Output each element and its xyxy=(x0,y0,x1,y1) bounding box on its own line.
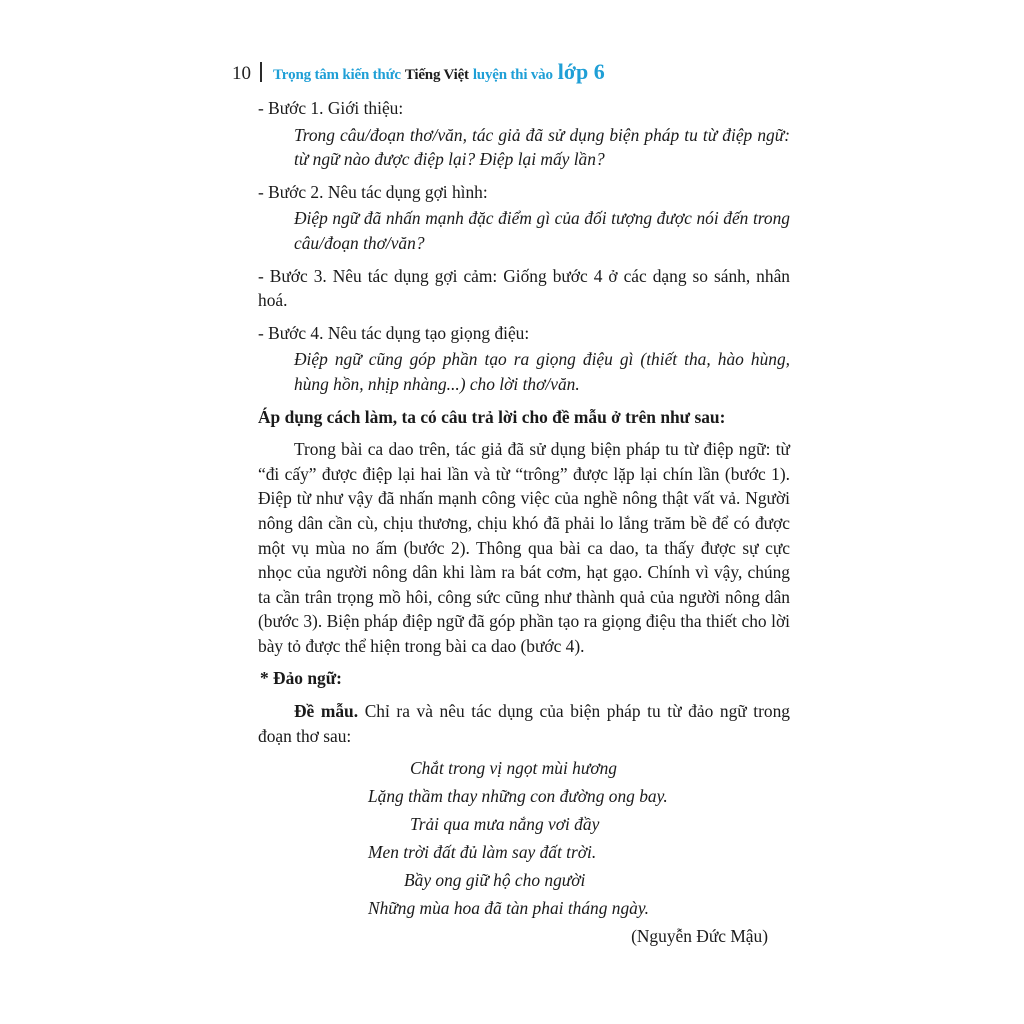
header-title-part4: lớp 6 xyxy=(557,59,605,84)
step1-label: - Bước 1. Giới thiệu: xyxy=(258,98,404,118)
header-title-part2: Tiếng Việt xyxy=(404,67,469,83)
header-title-part3: luyện thi vào xyxy=(472,67,553,83)
step2-label: - Bước 2. Nêu tác dụng gợi hình: xyxy=(258,181,488,202)
page-content xyxy=(258,96,790,949)
poem-line: Chắt trong vị ngọt mùi hương xyxy=(410,758,618,779)
poem-line: Men trời đất đủ làm say đất trời. xyxy=(368,842,597,863)
exercise-label: Đề mẫu. xyxy=(294,701,359,722)
exercise-text: Chỉ ra và nêu tác dụng của biện pháp tu từ đảo ngữ trong đoạn thơ sau: xyxy=(258,701,790,746)
step4-label: - Bước 4. Nêu tác dụng tạo giọng điệu: xyxy=(258,322,530,343)
poem-line: Lặng thầm thay những con đường ong bay. xyxy=(368,786,668,807)
step4-text: Điệp ngữ cũng góp phần tạo ra giọng điệu gì (thiết tha, hào hùng, hùng hồn, nhịp nhàng...) cho lời thơ/văn. xyxy=(294,349,790,394)
page-header xyxy=(232,59,605,85)
exercise xyxy=(258,699,790,748)
poem-line: Trải qua mưa nắng vơi đầy xyxy=(410,814,600,835)
step1-text: Trong câu/đoạn thơ/văn, tác giả đã sử dụng biện pháp tu từ điệp ngữ: từ ngữ nào được điệp lại? Điệp lại mấy lần? xyxy=(294,124,790,170)
header-title-part1: Trọng tâm kiến thức xyxy=(273,67,401,83)
step3-text: - Bước 3. Nêu tác dụng gợi cảm: Giống bước 4 ở các dạng so sánh, nhân hoá. xyxy=(258,265,790,311)
poem-line: Những mùa hoa đã tàn phai tháng ngày. xyxy=(368,898,649,919)
apply-heading: Áp dụng cách làm, ta có câu trả lời cho đề mẫu ở trên như sau: xyxy=(258,406,726,427)
step2-text: Điệp ngữ đã nhấn mạnh đặc điểm gì của đối tượng được nói đến trong câu/đoạn thơ/văn? xyxy=(294,208,790,253)
poem xyxy=(258,754,790,922)
poem-author: (Nguyễn Đức Mậu) xyxy=(631,926,768,947)
page-number: 10 xyxy=(232,63,251,84)
poem-line: Bầy ong giữ hộ cho người xyxy=(404,870,586,891)
section-heading: * Đảo ngữ: xyxy=(260,668,342,689)
answer-paragraph: Trong bài ca dao trên, tác giả đã sử dụng biện pháp tu từ điệp ngữ: từ “đi cấy” được điệp lại hai lần và từ “trông” được lặp lại chín lần (bước 1). Điệp từ như vậy đã nhấn mạnh công việc của nghề nông thật vất vả. Người nông dân cần cù, chịu thương, chịu khó đã phải lo lắng trăm bề để có được một vụ mùa no ấm (bước 2). Thông qua bài ca dao, ta thấy được sự cực nhọc của người nông dân khi làm ra bát cơm, hạt gạo. Chính vì vậy, chúng ta cần trân trọng mồ hôi, công sức cũng như thành quả của người nông dân (bước 3). Biện pháp điệp ngữ đã góp phần tạo ra giọng điệu tha thiết cho lời bày tỏ được thể hiện trong bài ca dao (bước 4). xyxy=(258,439,790,656)
header-divider xyxy=(260,62,262,82)
